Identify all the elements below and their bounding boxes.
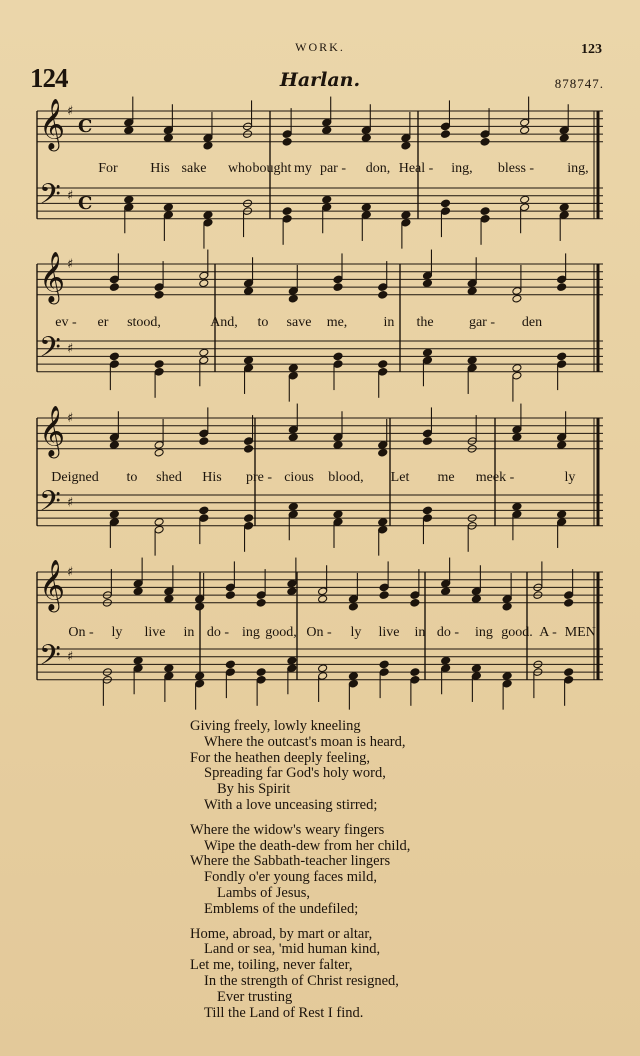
lyric-syllable: who bbox=[227, 161, 253, 176]
stanza-line: Spreading far God's holy word, bbox=[204, 765, 386, 782]
note-chord bbox=[288, 502, 298, 540]
lyric-syllable: On - bbox=[68, 625, 94, 640]
note-chord bbox=[199, 250, 209, 288]
note-chord bbox=[282, 108, 292, 146]
treble-clef-icon: 𝄞 bbox=[39, 559, 66, 611]
note-chord bbox=[109, 253, 119, 291]
note-chord bbox=[533, 660, 543, 698]
note-chord bbox=[467, 257, 477, 295]
lyric-syllable: ly bbox=[564, 470, 576, 485]
bass-clef-icon: 𝄢 bbox=[39, 484, 61, 525]
note-chord bbox=[203, 112, 213, 150]
lyric-syllable: ing bbox=[242, 625, 260, 640]
note-chord bbox=[133, 558, 143, 596]
note-chord bbox=[361, 104, 371, 142]
lyric-syllable: ing bbox=[475, 625, 493, 640]
sharp-icon: ♯ bbox=[67, 649, 74, 665]
note-chord bbox=[199, 348, 209, 386]
common-time-icon: C bbox=[78, 192, 93, 214]
lyric-syllable: stood, bbox=[127, 315, 161, 330]
note-chord bbox=[378, 518, 388, 556]
stanza-3 bbox=[190, 823, 520, 918]
treble-clef-icon: 𝄞 bbox=[39, 251, 66, 303]
note-chord bbox=[520, 195, 530, 233]
lyric-syllable: good, bbox=[265, 625, 297, 640]
lyric-syllable: sake bbox=[181, 161, 207, 176]
note-chord bbox=[133, 656, 143, 694]
note-chord bbox=[401, 112, 411, 150]
page-number: 123 bbox=[581, 42, 602, 57]
treble-staff bbox=[37, 99, 603, 152]
lyric-syllable: ly bbox=[111, 625, 123, 640]
note-chord bbox=[164, 565, 174, 603]
lyric-syllable: bless - bbox=[497, 161, 535, 176]
note-chord bbox=[243, 100, 253, 138]
sharp-icon: ♯ bbox=[67, 495, 74, 511]
stanza-line: Ever trusting bbox=[217, 988, 293, 1005]
lyric-syllable: do - bbox=[206, 625, 230, 640]
lyric-syllable: A - bbox=[539, 625, 557, 640]
lyric-syllable: to bbox=[126, 470, 138, 485]
stanza-line: Fondly o'er young faces mild, bbox=[204, 869, 377, 886]
note-chord bbox=[154, 360, 164, 398]
lyric-syllable: blood, bbox=[328, 470, 364, 485]
note-chord bbox=[378, 360, 388, 398]
lyric-syllable: ing, bbox=[567, 161, 589, 176]
note-chord bbox=[244, 415, 254, 453]
sharp-icon: ♯ bbox=[67, 188, 74, 204]
note-chord bbox=[109, 411, 119, 449]
note-chord bbox=[379, 660, 389, 698]
note-chord bbox=[154, 518, 164, 556]
lyric-syllable: to bbox=[257, 315, 269, 330]
note-chord bbox=[512, 265, 522, 303]
note-chord bbox=[109, 510, 119, 548]
note-chord bbox=[441, 656, 451, 694]
note-chord bbox=[282, 207, 292, 245]
lyric-syllable: pre - bbox=[245, 470, 273, 485]
bass-staff bbox=[37, 178, 603, 219]
note-chord bbox=[322, 195, 332, 233]
note-chord bbox=[102, 668, 112, 706]
lyric-syllable: meek - bbox=[475, 470, 515, 485]
note-chord bbox=[333, 510, 343, 548]
note-chord bbox=[322, 97, 332, 135]
lyric-syllable: Heal - bbox=[398, 161, 434, 176]
hymn-number: 124 bbox=[30, 63, 68, 93]
note-chord bbox=[244, 514, 254, 552]
note-chord bbox=[244, 257, 254, 295]
note-chord bbox=[422, 250, 432, 288]
sharp-icon: ♯ bbox=[67, 256, 74, 272]
note-chord bbox=[318, 664, 328, 702]
note-chord bbox=[480, 108, 490, 146]
lyric-syllable: in bbox=[383, 315, 395, 330]
lyric-syllable: me bbox=[437, 470, 455, 485]
note-chord bbox=[225, 660, 235, 698]
note-chord bbox=[533, 561, 543, 599]
sharp-icon: ♯ bbox=[67, 103, 74, 119]
lyric-syllable: er bbox=[97, 315, 109, 330]
note-chord bbox=[557, 253, 567, 291]
note-chord bbox=[512, 502, 522, 540]
note-chord bbox=[564, 668, 574, 706]
music-system-3 bbox=[37, 404, 603, 556]
note-chord bbox=[154, 261, 164, 299]
lyric-syllable: For bbox=[98, 161, 118, 176]
stanza-line: With a love unceasing stirred; bbox=[204, 796, 378, 813]
stanza-line: Land or sea, 'mid human kind, bbox=[204, 941, 381, 958]
note-chord bbox=[379, 561, 389, 599]
note-chord bbox=[512, 364, 522, 402]
lyric-syllable: bought bbox=[252, 161, 292, 176]
note-chord bbox=[124, 195, 134, 233]
lyric-syllable: His bbox=[202, 470, 222, 485]
lyric-syllable: par - bbox=[319, 161, 347, 176]
note-chord bbox=[410, 668, 420, 706]
music-system-2 bbox=[37, 250, 603, 402]
note-chord bbox=[333, 352, 343, 390]
note-chord bbox=[164, 664, 174, 702]
note-chord bbox=[244, 356, 254, 394]
note-chord bbox=[199, 506, 209, 544]
note-chord bbox=[422, 506, 432, 544]
note-chord bbox=[559, 104, 569, 142]
note-chord bbox=[557, 510, 567, 548]
note-chord bbox=[401, 211, 411, 249]
note-chord bbox=[557, 352, 567, 390]
treble-clef-icon: 𝄞 bbox=[39, 405, 66, 457]
lyric-syllable: Let bbox=[390, 470, 410, 485]
treble-staff bbox=[37, 560, 603, 613]
stanza-line: Wipe the death-dew from her child, bbox=[204, 837, 411, 854]
note-chord bbox=[109, 352, 119, 390]
note-chord bbox=[480, 207, 490, 245]
lyric-syllable: ev - bbox=[55, 315, 77, 330]
note-chord bbox=[124, 97, 134, 135]
lyric-syllable: shed bbox=[156, 470, 182, 485]
lyric-syllable: And, bbox=[210, 315, 238, 330]
note-chord bbox=[288, 265, 298, 303]
note-chord bbox=[502, 672, 512, 710]
note-chord bbox=[287, 656, 297, 694]
lyric-syllable: ing, bbox=[451, 161, 473, 176]
note-chord bbox=[225, 561, 235, 599]
note-chord bbox=[441, 558, 451, 596]
lyric-syllable: do - bbox=[436, 625, 460, 640]
note-chord bbox=[440, 199, 450, 237]
sharp-icon: ♯ bbox=[67, 410, 74, 426]
note-chord bbox=[512, 404, 522, 442]
stanza-line: In the strength of Christ resigned, bbox=[204, 972, 399, 989]
note-chord bbox=[422, 348, 432, 386]
note-chord bbox=[102, 569, 112, 607]
section-title: WORK. bbox=[295, 40, 345, 54]
note-chord bbox=[502, 573, 512, 611]
treble-clef-icon: 𝄞 bbox=[39, 98, 66, 150]
bass-staff bbox=[37, 331, 603, 372]
stanza-line: Where the Sabbath-teacher lingers bbox=[190, 853, 391, 870]
note-chord bbox=[288, 404, 298, 442]
note-chord bbox=[564, 569, 574, 607]
note-chord bbox=[467, 514, 477, 552]
lyric-syllable: me, bbox=[326, 315, 348, 330]
bass-clef-icon: 𝄢 bbox=[39, 177, 61, 218]
lyric-syllable: in bbox=[183, 625, 195, 640]
note-chord bbox=[378, 419, 388, 457]
sharp-icon: ♯ bbox=[67, 564, 74, 580]
treble-staff bbox=[37, 252, 603, 305]
lyric-syllable: ly bbox=[350, 625, 362, 640]
note-chord bbox=[348, 672, 358, 710]
lyric-syllable: don, bbox=[365, 161, 391, 176]
additional-stanzas bbox=[190, 719, 520, 1030]
note-chord bbox=[154, 419, 164, 457]
note-chord bbox=[348, 573, 358, 611]
note-chord bbox=[333, 411, 343, 449]
lyric-syllable: save bbox=[286, 315, 312, 330]
note-chord bbox=[163, 104, 173, 142]
bass-clef-icon: 𝄢 bbox=[39, 638, 61, 679]
lyric-syllable: good. bbox=[501, 625, 533, 640]
hymn-meter: 878747. bbox=[554, 76, 604, 91]
note-chord bbox=[559, 203, 569, 241]
stanza-line: Lambs of Jesus, bbox=[217, 884, 311, 901]
lyric-syllable: On - bbox=[306, 625, 332, 640]
stanza-line: Emblems of the undefiled; bbox=[204, 900, 359, 917]
note-chord bbox=[410, 569, 420, 607]
lyric-syllable: His bbox=[150, 161, 170, 176]
lyric-syllable: the bbox=[416, 315, 434, 330]
sharp-icon: ♯ bbox=[67, 341, 74, 357]
note-chord bbox=[199, 407, 209, 445]
lyric-syllable: cious bbox=[284, 470, 314, 485]
note-chord bbox=[557, 411, 567, 449]
stanza-line: Where the widow's weary fingers bbox=[190, 821, 385, 838]
note-chord bbox=[520, 97, 530, 135]
stanza-2 bbox=[190, 719, 520, 814]
lyric-syllable: live bbox=[378, 625, 400, 640]
lyric-syllable: my bbox=[294, 161, 312, 176]
stanza-4 bbox=[190, 927, 520, 1022]
stanza-line: For the heathen deeply feeling, bbox=[190, 749, 370, 766]
note-chord bbox=[467, 356, 477, 394]
note-chord bbox=[287, 558, 297, 596]
note-chord bbox=[440, 100, 450, 138]
note-chord bbox=[256, 668, 266, 706]
note-chord bbox=[471, 664, 481, 702]
lyric-syllable: gar - bbox=[468, 315, 496, 330]
stanza-line: Giving freely, lowly kneeling bbox=[190, 718, 361, 734]
lyric-syllable: live bbox=[144, 625, 166, 640]
note-chord bbox=[467, 415, 477, 453]
lyric-syllable: den bbox=[521, 315, 543, 330]
lyric-syllable: MEN. bbox=[564, 625, 600, 640]
lyric-syllable: Deigned bbox=[51, 470, 99, 485]
bass-clef-icon: 𝄢 bbox=[39, 330, 61, 371]
note-chord bbox=[471, 565, 481, 603]
stanza-line: Home, abroad, by mart or altar, bbox=[190, 925, 373, 942]
common-time-icon: C bbox=[78, 115, 93, 137]
note-chord bbox=[256, 569, 266, 607]
note-chord bbox=[422, 407, 432, 445]
stanza-line: Let me, toiling, never falter, bbox=[190, 957, 353, 974]
note-chord bbox=[195, 672, 205, 710]
note-chord bbox=[361, 203, 371, 241]
note-chord bbox=[288, 364, 298, 402]
note-chord bbox=[203, 211, 213, 249]
note-chord bbox=[318, 565, 328, 603]
note-chord bbox=[163, 203, 173, 241]
note-chord bbox=[378, 261, 388, 299]
stanza-line: Where the outcast's moan is heard, bbox=[204, 733, 406, 750]
note-chord bbox=[333, 253, 343, 291]
lyric-syllable: in bbox=[414, 625, 426, 640]
tune-name: Harlan. bbox=[279, 69, 361, 91]
note-chord bbox=[243, 199, 253, 237]
stanza-line: By his Spirit bbox=[217, 781, 291, 798]
stanza-line: Till the Land of Rest I find. bbox=[204, 1004, 364, 1021]
